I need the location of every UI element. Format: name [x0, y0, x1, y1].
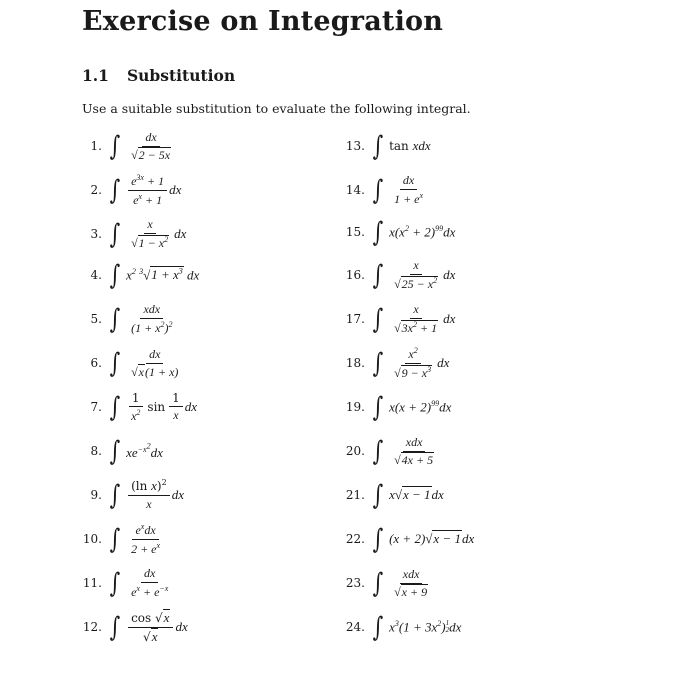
problem-19: 19. ∫ $x(x + 2)^{99}dx$ [345, 391, 452, 423]
problem-23: 23. ∫ $\frac{\text{xdx}}{√x + 9}$ [345, 566, 428, 599]
problem-16: 16. ∫ $\frac{x}{√25 - x^2}$ dx [345, 258, 456, 291]
problem-3: 3. ∫ $\frac{x}{√1 - x^2}$ dx [90, 217, 187, 250]
problem-11: 11. ∫ $\frac{dx}{e^x + e^{-x}}$ [82, 566, 169, 599]
problem-13: 13. ∫ tan xdx [345, 130, 431, 162]
problem-21: 21. ∫ x√x − 1dx [345, 479, 444, 511]
page-title: Exercise on Integration [82, 6, 444, 37]
problem-15: 15. ∫ $x(x^2 + 2)^{99}dx$ [345, 216, 456, 248]
problem-18: 18. ∫ $\frac{x^2}{√9 - x^3}$ dx [345, 345, 450, 380]
problem-4: 4. ∫ $x^2$ $^3√1 + x^3$ dx [90, 259, 200, 291]
problem-17: 17. ∫ $\frac{x}{√3x^2 + 1}$ dx [345, 302, 456, 335]
problem-14: 14. ∫ $\frac{dx}{1 + e^x}$ [345, 173, 424, 206]
problem-22: 22. ∫ (x + 2)√x − 1dx [345, 523, 475, 555]
problem-2: 2. ∫ $\frac{e^{3x} + 1}{e^x + 1}$ dx [90, 172, 182, 207]
problem-8: 8. ∫ $xe^{-x^2}dx$ [90, 435, 163, 467]
problem-24: 24. ∫ $x^3(1 + 3x^2)$ 1 2 dx [345, 611, 462, 643]
problem-6: 6. ∫ $\frac{dx}{√x(1 + x)}$ [90, 346, 179, 379]
section-heading [82, 66, 235, 85]
problem-20: 20. ∫ $\frac{\text{xdx}}{√4x + 5}$ [345, 434, 434, 467]
section-title: Substitution [126, 66, 236, 85]
problem-10: 10. ∫ $\frac{e^xdx}{2 + e^x}$ [82, 521, 161, 556]
instruction-text: Use a suitable substitution to evaluate the following integral. [82, 101, 471, 116]
problem-5: 5. ∫ $\frac{\text{xdx}}{(1 + x^2)^2}$ [90, 302, 173, 335]
problem-1: 1. ∫ $\frac{dx}{√2 - 5x}$ [90, 129, 171, 162]
problem-12: 12. ∫ $\frac{\cos √x}{√x}$ dx [82, 609, 188, 644]
problem-7: 7. ∫ $\frac{1}{x^2}$ sin $\frac{1}{x}$ dx [90, 390, 198, 423]
problem-9: 9. ∫ $\frac{(\ln x)^2}{x}$ dx [90, 478, 184, 511]
section-number: 1.1 [82, 66, 109, 85]
